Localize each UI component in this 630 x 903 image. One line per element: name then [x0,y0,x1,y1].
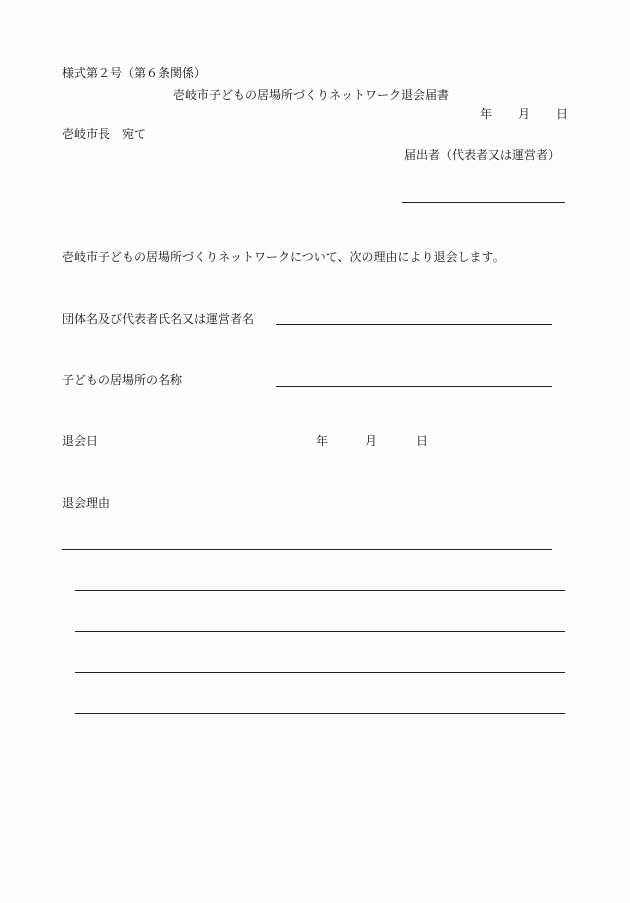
reason-line-2[interactable] [75,590,565,591]
addressee: 壱岐市長 宛て [62,127,147,141]
reason-line-3[interactable] [75,631,565,632]
place-name-label: 子どもの居場所の名称 [62,373,183,387]
submitter-label: 届出者（代表者又は運営者） [404,148,561,162]
withdrawal-date-month: 月 [365,434,378,448]
reason-line-1[interactable] [62,549,552,550]
withdrawal-date-year: 年 [316,434,329,448]
header-date-year: 年 [480,107,493,121]
reason-line-4[interactable] [75,672,565,673]
withdrawal-date-day: 日 [416,434,429,448]
form-number: 様式第２号（第６条関係） [62,66,207,80]
reason-line-5[interactable] [75,713,565,714]
submitter-signature-line[interactable] [402,202,565,203]
reason-label: 退会理由 [62,496,111,510]
header-date-month: 月 [518,107,531,121]
form-title: 壱岐市子どもの居場所づくりネットワーク退会届書 [173,88,450,102]
org-name-label: 団体名及び代表者氏名又は運営者名 [62,312,255,326]
header-date-day: 日 [556,107,569,121]
place-name-line[interactable] [276,386,552,387]
org-name-line[interactable] [276,324,552,325]
withdrawal-statement: 壱岐市子どもの居場所づくりネットワークについて、次の理由により退会します。 [62,250,505,264]
withdrawal-date-label: 退会日 [62,434,99,448]
